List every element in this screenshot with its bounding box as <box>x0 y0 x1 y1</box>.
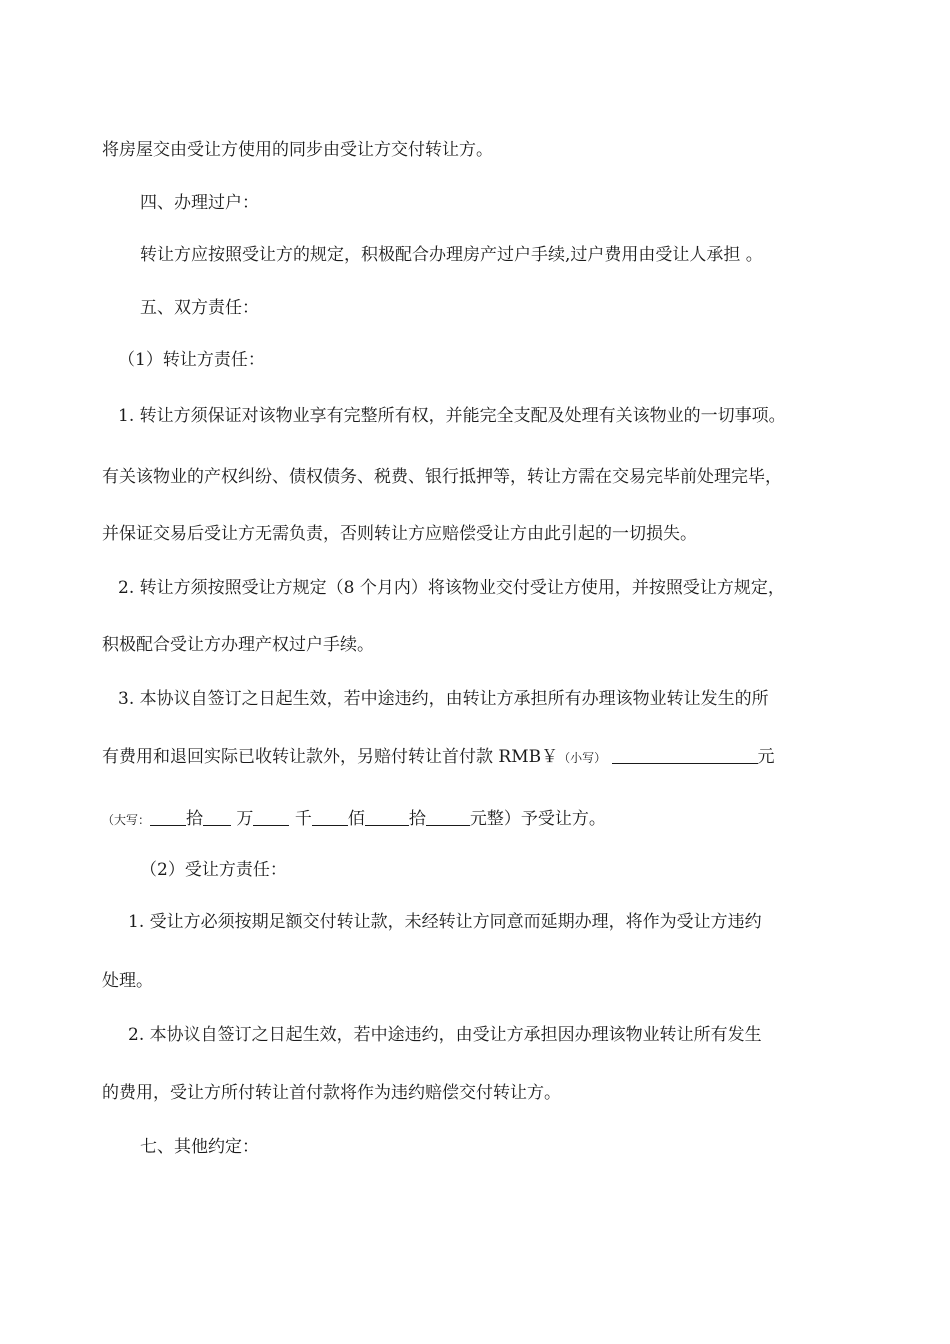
paragraph-line: 1. 转让方须保证对该物业享有完整所有权，并能完全支配及处理有关该物业的一切事项。 <box>118 406 786 426</box>
blank-field[interactable] <box>312 809 348 826</box>
blank-field[interactable] <box>426 809 470 826</box>
paragraph-line: 将房屋交由受让方使用的同步由受让方交付转让方。 <box>102 140 493 160</box>
unit-text: 拾 <box>186 809 204 829</box>
unit-text: 元整）予受让方。 <box>469 809 606 829</box>
paragraph-line-amount-words <box>102 808 862 831</box>
blank-field[interactable] <box>150 809 186 826</box>
paragraph-line: 1. 受让方必须按期足额交付转让款，未经转让方同意而延期办理，将作为受让方违约 <box>128 912 762 932</box>
paragraph-line-amount <box>102 746 862 769</box>
paragraph-line: 转让方应按照受让方的规定，积极配合办理房产过户手续,过户费用由受让人承担 。 <box>140 245 763 265</box>
unit-text: 千 <box>294 809 312 829</box>
section-heading-responsibilities: 五、双方责任： <box>140 298 259 318</box>
unit-text: 万 <box>236 809 254 829</box>
amount-blank-field[interactable] <box>612 747 758 764</box>
paragraph-line: 的费用，受让方所付转让首付款将作为违约赔偿交付转让方。 <box>102 1083 561 1103</box>
paragraph-line: 2. 转让方须按照受让方规定（8 个月内）将该物业交付受让方使用，并按照受让方规定， <box>118 578 785 598</box>
blank-field[interactable] <box>203 809 231 826</box>
paragraph-line: 并保证交易后受让方无需负责，否则转让方应赔偿受让方由此引起的一切损失。 <box>102 524 697 544</box>
paragraph-line: 3. 本协议自签订之日起生效，若中途违约，由转让方承担所有办理该物业转让发生的所 <box>118 689 769 709</box>
paragraph-line: 2. 本协议自签订之日起生效，若中途违约，由受让方承担因办理该物业转让所有发生 <box>128 1025 762 1045</box>
unit-text: 拾 <box>408 809 426 829</box>
unit-text: 元 <box>757 747 775 767</box>
unit-text: 佰 <box>347 809 365 829</box>
small-note: （小写） <box>558 751 607 765</box>
blank-field[interactable] <box>253 809 289 826</box>
subsection-heading-transferee: （2）受让方责任： <box>140 860 287 880</box>
section-heading-transfer: 四、办理过户： <box>140 193 259 213</box>
paragraph-line: 积极配合受让方办理产权过户手续。 <box>102 635 374 655</box>
small-note: （大写： <box>102 813 151 827</box>
amount-text: 有费用和退回实际已收转让款外，另赔付转让首付款 RMB￥ <box>102 747 559 767</box>
subsection-heading-transferor: （1）转让方责任： <box>118 350 265 370</box>
section-heading-other: 七、其他约定： <box>140 1137 259 1157</box>
blank-field[interactable] <box>365 809 409 826</box>
paragraph-line: 处理。 <box>102 971 153 991</box>
paragraph-line: 有关该物业的产权纠纷、债权债务、税费、银行抵押等，转让方需在交易完毕前处理完毕， <box>102 467 782 487</box>
